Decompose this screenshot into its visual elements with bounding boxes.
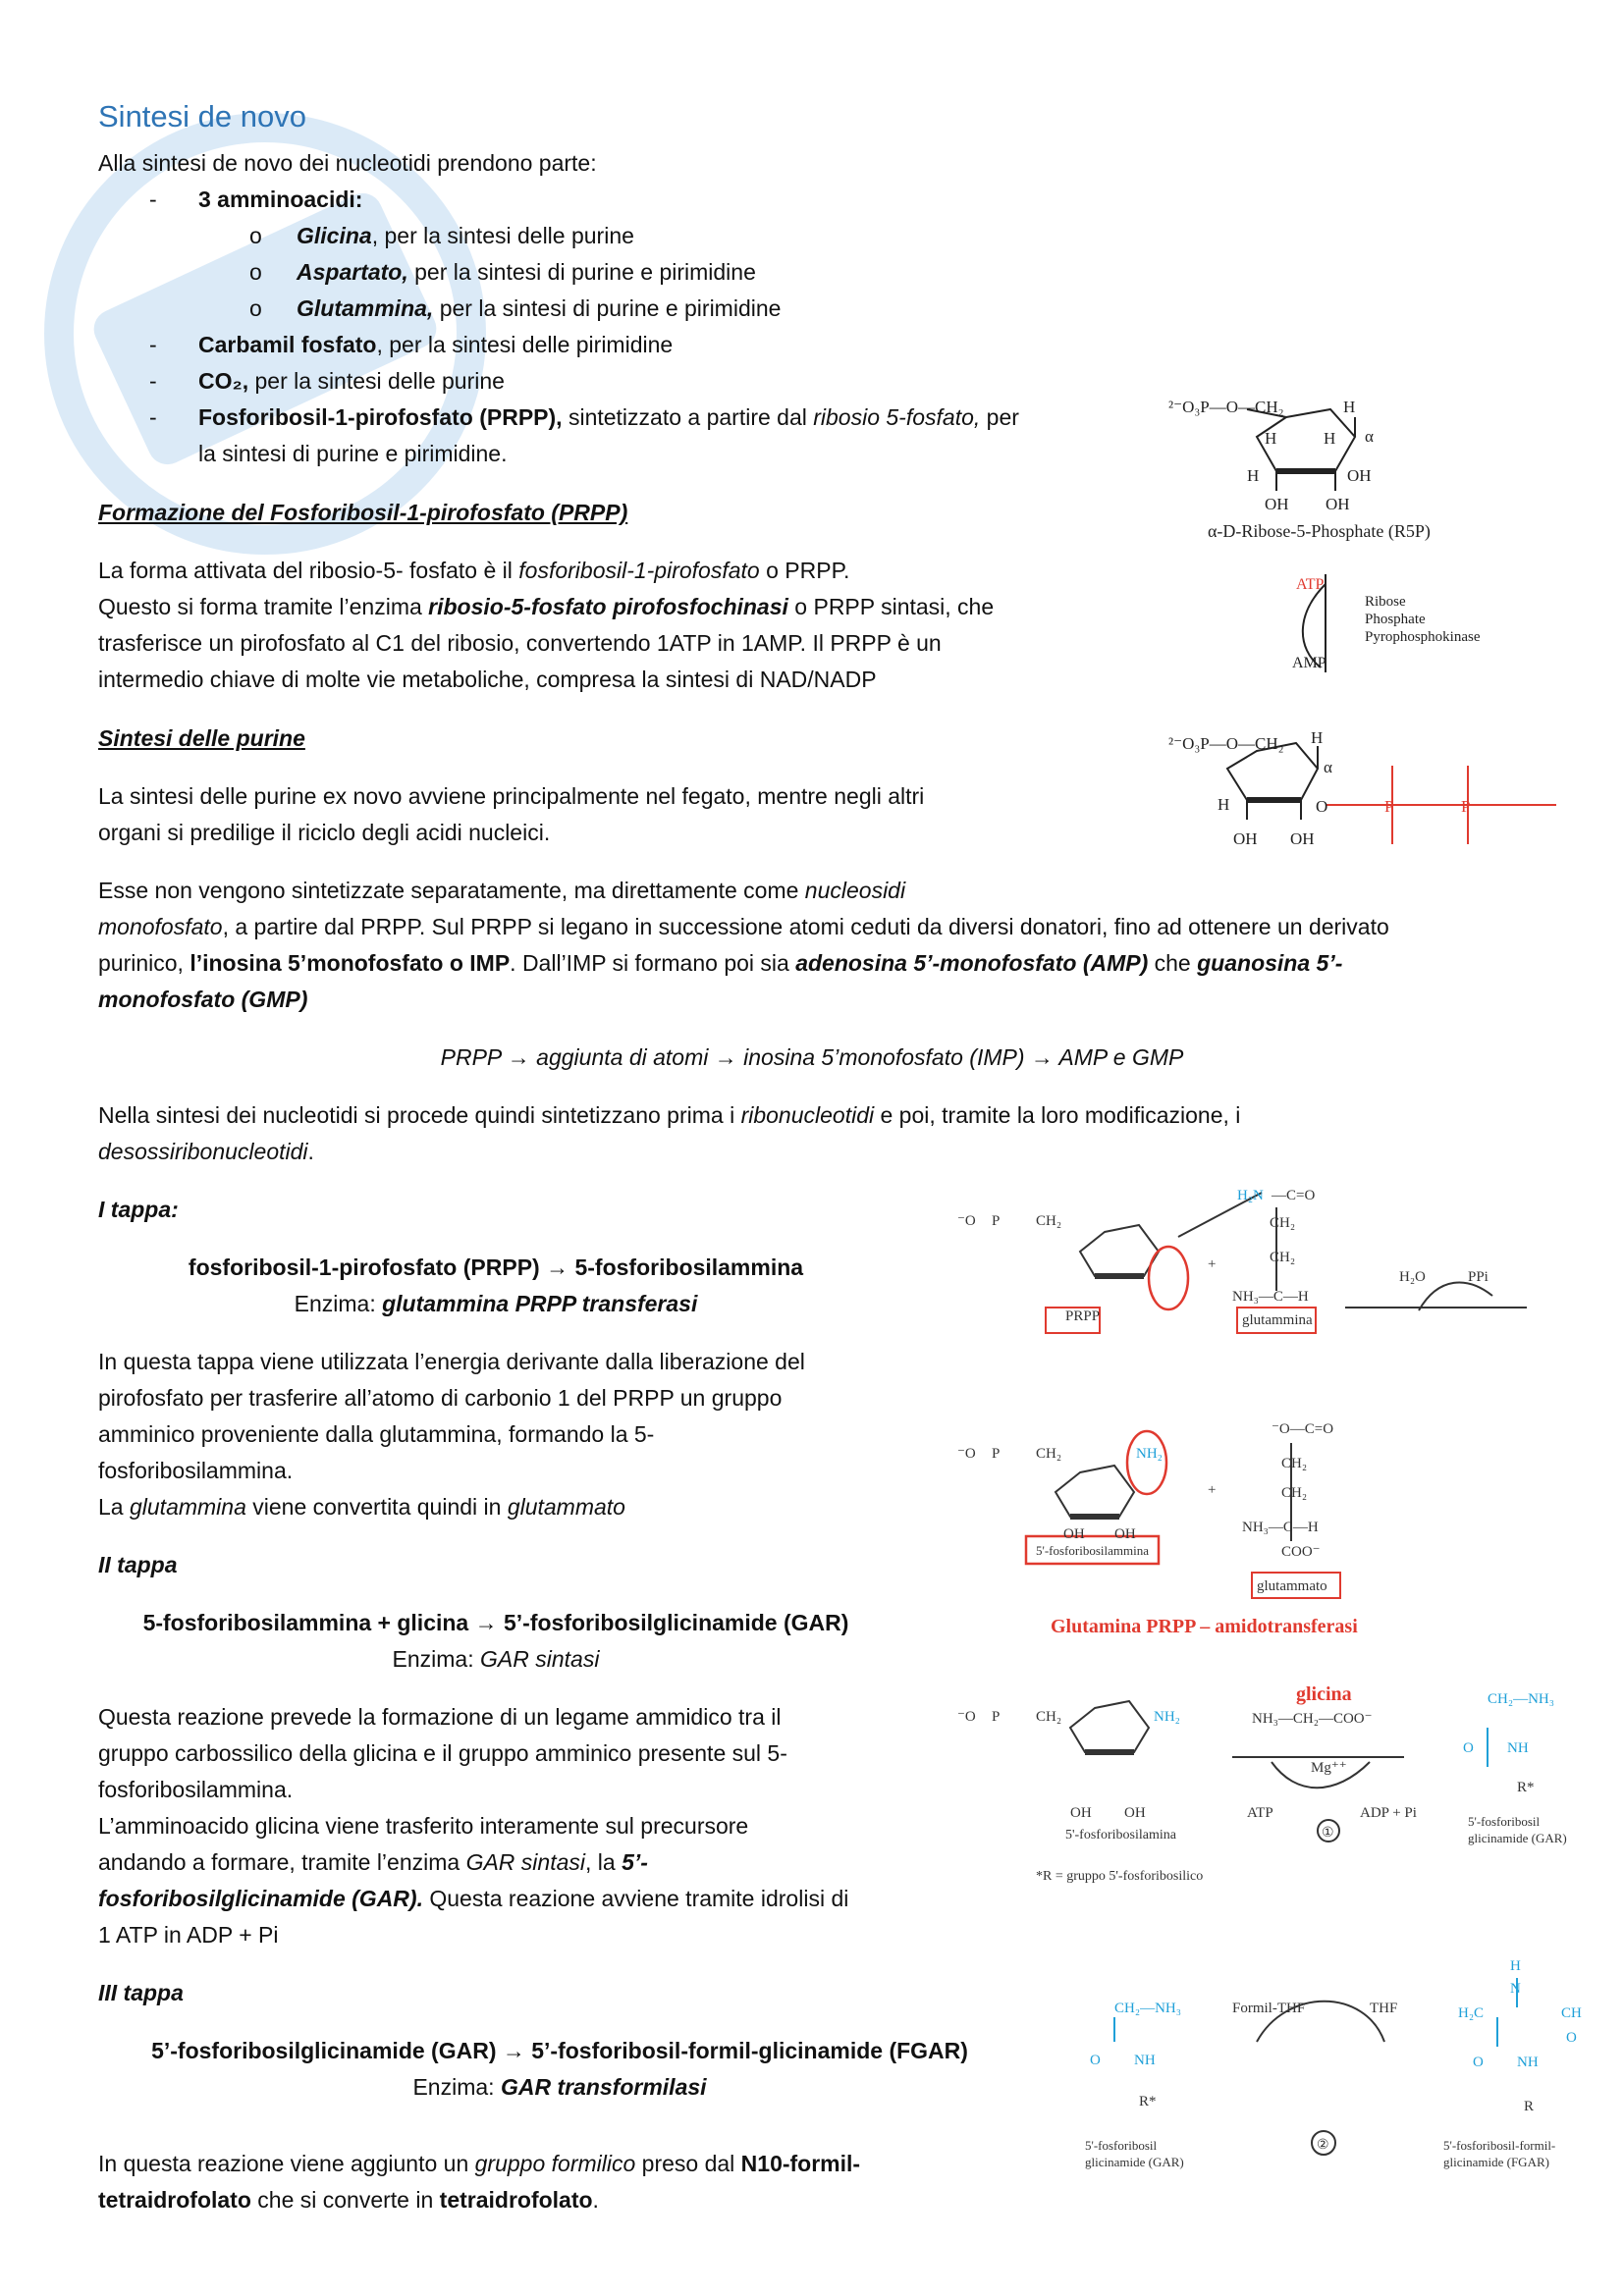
r-note: *R = gruppo 5'-fosforibosilico [1036, 1869, 1204, 1884]
oh-label: OH [1070, 1805, 1092, 1821]
r5p-phosphate-label: ²⁻O₃P—O—CH₂ [1168, 398, 1284, 416]
paragraph-line: monofosfato, a partire dal PRPP. Sul PRPP si legano in successione atomi ceduti da diversi donatori, fino ad ottenere un derivato [98, 914, 1389, 939]
glutammina-label: glutammina [1242, 1312, 1313, 1328]
gar-label: 5'-fosforibosil [1085, 2138, 1158, 2153]
paragraph-line: gruppo carbossilico della glicina e il gruppo amminico presente sul 5- [98, 1740, 787, 1766]
oh-label: OH [1233, 829, 1258, 848]
o-minus-label: ⁻O [957, 1213, 976, 1229]
p-label: P [1384, 797, 1394, 816]
oh-label: OH [1124, 1805, 1146, 1821]
nh-label: NH [1134, 2053, 1156, 2068]
fgar-label: glicinamide (FGAR) [1443, 2155, 1549, 2169]
list-item: Carbamil fosfato, per la sintesi delle pirimidine [198, 332, 674, 357]
oh-label: OH [1290, 829, 1315, 848]
oh-label: OH [1347, 466, 1372, 485]
ch2-label: CH₂ [1281, 1485, 1308, 1501]
enzyme-title: Glutamina PRPP – amidotransferasi [1051, 1616, 1358, 1637]
mg-label: Mg⁺⁺ [1311, 1760, 1347, 1776]
paragraph-line: pirofosfato per trasferire all’atomo di carbonio 1 del PRPP un gruppo [98, 1385, 783, 1411]
nh2-label: NH₂ [1136, 1446, 1163, 1462]
paragraph-line: In questa reazione viene aggiunto un gruppo formilico preso dal N10-formil- [98, 2151, 861, 2176]
list-dash: - [149, 368, 157, 394]
o-label: O [1473, 2055, 1484, 2070]
tappa2-enzyme: Enzima: GAR sintasi [392, 1646, 600, 1672]
ch2-label: CH₂ [1270, 1215, 1296, 1231]
paragraph-line: fosforibosilammina. [98, 1458, 294, 1483]
ch2-label: CH₂ [1281, 1456, 1308, 1471]
fgar-label: 5'-fosforibosil-formil- [1443, 2138, 1556, 2153]
occ-label: ⁻O—C=O [1272, 1421, 1334, 1437]
page-title: Sintesi de novo [98, 99, 306, 133]
o-label: O [1090, 2053, 1101, 2068]
oh-label: OH [1326, 495, 1350, 513]
paragraph-line: andando a formare, tramite l’enzima GAR sintasi, la 5’- [98, 1849, 648, 1875]
glicine-formula: NH₃—CH₂—COO⁻ [1252, 1711, 1373, 1727]
list-item: Fosforibosil-1-pirofosfato (PRPP), sintetizzato a partire dal ribosio 5-fosfato, per [198, 404, 1019, 430]
h2o-label: H₂O [1399, 1269, 1426, 1285]
tappa3-heading: III tappa [98, 1980, 184, 2005]
list-item-continuation: la sintesi di purine e pirimidine. [198, 441, 508, 466]
enzyme-label: Ribose [1365, 594, 1406, 610]
figure-r5p-to-prpp [1168, 388, 1591, 879]
list-dash: - [149, 332, 157, 357]
list-item: Glutammina, per la sintesi di purine e pirimidine [297, 295, 782, 321]
bullet: o [249, 223, 262, 248]
glutammato-label: glutammato [1257, 1578, 1327, 1594]
oh-label: OH [1063, 1526, 1085, 1542]
glicina-label: glicina [1296, 1683, 1352, 1705]
paragraph-line: Questo si forma tramite l’enzima ribosio-5-fosfato pirofosfochinasi o PRPP sintasi, che [98, 594, 995, 619]
paragraph-line: purinico, l’inosina 5’monofosfato o IMP. Dall’IMP si formano poi sia adenosina 5’-monofosfato (AMP) che guanosina 5’- [98, 950, 1343, 976]
ch2-label: CH₂ [1036, 1446, 1062, 1462]
tappa2-heading: II tappa [98, 1552, 178, 1577]
p-label: P [992, 1446, 1001, 1462]
tappa2-reaction: 5-fosforibosilammina + glicina → 5’-fosforibosilglicinamide (GAR) [142, 1610, 849, 1635]
coo-label: COO⁻ [1281, 1544, 1321, 1560]
ch2-label: CH₂ [1036, 1213, 1062, 1229]
list-item: Aspartato, per la sintesi di purine e pirimidine [297, 259, 756, 285]
h-label: H [1311, 728, 1324, 747]
gar-label: glicinamide (GAR) [1085, 2155, 1184, 2169]
nh-label: NH [1507, 1740, 1529, 1756]
gar-name-label: 5'-fosforibosilamina [1065, 1828, 1176, 1842]
gar-product-label: glicinamide (GAR) [1468, 1831, 1567, 1845]
o-minus-label: ⁻O [957, 1709, 976, 1725]
atp-label: ATP [1296, 576, 1325, 593]
enzyme-label: Pyrophosphokinase [1365, 629, 1481, 645]
amino-header: 3 amminoacidi: [198, 187, 363, 212]
h2c-label: H₂C [1458, 2005, 1485, 2021]
figure-tappa2 [957, 1615, 1605, 1909]
figure-tappa3 [1070, 1949, 1600, 2174]
ch-label: CH [1561, 2005, 1582, 2021]
bullet: o [249, 295, 262, 321]
adp-label: ADP + Pi [1360, 1805, 1417, 1821]
ch2-label: CH₂ [1036, 1709, 1062, 1725]
thf-label: THF [1370, 2001, 1398, 2016]
paragraph-line: amminico proveniente dalla glutammina, formando la 5- [98, 1421, 655, 1447]
prpp-label: PRPP [1065, 1308, 1101, 1324]
step2-label: ② [1317, 2138, 1329, 2153]
paragraph-line: Nella sintesi dei nucleotidi si procede quindi sintetizzano prima i ribonucleotidi e poi, tramite la loro modificazione, i [98, 1102, 1241, 1128]
list-dash: - [149, 404, 157, 430]
paragraph-line: fosforibosilammina. [98, 1777, 294, 1802]
paragraph-line: intermedio chiave di molte vie metaboliche, compresa la sintesi di NAD/NADP [98, 667, 877, 692]
paragraph-line: tetraidrofolato che si converte in tetraidrofolato. [98, 2187, 599, 2213]
p-label: P [992, 1213, 1001, 1229]
paragraph-line: 1 ATP in ADP + Pi [98, 1922, 279, 1948]
gar-product-label: 5'-fosforibosil [1468, 1814, 1541, 1829]
tappa1-enzyme: Enzima: glutammina PRPP transferasi [294, 1291, 698, 1316]
plus-label: + [1208, 1482, 1217, 1498]
r-label: R* [1517, 1780, 1535, 1795]
plus-label: + [1208, 1256, 1217, 1272]
step1-label: ① [1322, 1826, 1334, 1841]
r-label: R* [1139, 2094, 1157, 2109]
paragraph-line: desossiribonucleotidi. [98, 1139, 314, 1164]
ch2nh3-label: CH₂—NH₃ [1488, 1691, 1554, 1707]
paragraph-line: Esse non vengono sintetizzate separatamente, ma direttamente come nucleosidi [98, 878, 906, 903]
formil-thf-label: Formil-THF [1232, 2001, 1306, 2016]
h2n-label: H₂N [1237, 1188, 1264, 1203]
n-label: N [1510, 1981, 1521, 1997]
h-label: H [1218, 795, 1230, 814]
h-label: H [1324, 429, 1336, 448]
paragraph-line: La sintesi delle purine ex novo avviene principalmente nel fegato, mentre negli altri [98, 783, 925, 809]
paragraph-line: organi si predilige il riciclo degli acidi nucleici. [98, 820, 551, 845]
alpha-label: α [1324, 758, 1332, 776]
paragraph-line: trasferisce un pirofosfato al C1 del ribosio, convertendo 1ATP in 1AMP. Il PRPP è un [98, 630, 942, 656]
o-label: O [1316, 797, 1328, 816]
tappa3-reaction: 5’-fosforibosilglicinamide (GAR) → 5’-fosforibosil-formil-glicinamide (FGAR) [151, 2038, 968, 2063]
list-item: Glicina, per la sintesi delle purine [297, 223, 634, 248]
o-label: O [1463, 1740, 1474, 1756]
prpp-phosphate-label: ²⁻O₃P—O—CH₂ [1168, 734, 1284, 753]
section-heading-prpp: Formazione del Fosforibosil-1-pirofosfato (PRPP) [98, 500, 628, 525]
paragraph-line: monofosfato (GMP) [98, 987, 308, 1012]
paragraph-line: fosforibosilglicinamide (GAR). Questa reazione avviene tramite idrolisi di [98, 1886, 849, 1911]
paragraph-line: Questa reazione prevede la formazione di un legame ammidico tra il [98, 1704, 782, 1730]
nh3c-label: NH₃—C—H [1242, 1520, 1319, 1535]
paragraph-line: La forma attivata del ribosio-5- fosfato è il fosforibosil-1-pirofosfato o PRPP. [98, 558, 850, 583]
nh3c-label: NH₃—C—H [1232, 1289, 1309, 1305]
o-minus-label: ⁻O [957, 1446, 976, 1462]
atp-label: ATP [1247, 1805, 1273, 1821]
list-dash: - [149, 187, 157, 212]
h-label: H [1343, 398, 1356, 416]
ch2nh3-label: CH₂—NH₃ [1114, 2001, 1181, 2016]
h-label: H [1265, 429, 1277, 448]
r5p-caption: α-D-Ribose-5-Phosphate (R5P) [1208, 521, 1431, 541]
tappa1-reaction: fosforibosil-1-pirofosfato (PRPP) → 5-fosforibosilammina [188, 1255, 804, 1280]
fosforibosilammina-label: 5'-fosforibosilammina [1036, 1543, 1149, 1558]
flow-line: PRPP → aggiunta di atomi → inosina 5’monofosfato (IMP) → AMP e GMP [440, 1044, 1184, 1070]
h-label: H [1247, 466, 1260, 485]
bullet: o [249, 259, 262, 285]
o-label: O [1566, 2030, 1577, 2046]
figure-tappa1 [957, 1178, 1605, 1610]
intro-text: Alla sintesi de novo dei nucleotidi prendono parte: [98, 150, 597, 176]
section-heading-purine: Sintesi delle purine [98, 725, 305, 751]
ppi-label: PPi [1468, 1269, 1489, 1285]
paragraph-line: La glutammina viene convertita quindi in glutammato [98, 1494, 625, 1520]
amp-label: AMP [1292, 655, 1326, 671]
nh2-label: NH₂ [1154, 1709, 1180, 1725]
p-label: P [992, 1709, 1001, 1725]
alpha-label: α [1365, 427, 1374, 446]
nh-label: NH [1517, 2055, 1539, 2070]
enzyme-label: Phosphate [1365, 612, 1426, 627]
h-label: H [1510, 1958, 1521, 1974]
ch2-label: CH₂ [1270, 1250, 1296, 1265]
tappa3-enzyme: Enzima: GAR transformilasi [412, 2074, 707, 2100]
list-item: CO₂, per la sintesi delle purine [198, 368, 505, 394]
c-eq-o-label: —C=O [1272, 1188, 1316, 1203]
tappa1-heading: I tappa: [98, 1197, 179, 1222]
paragraph-line: L’amminoacido glicina viene trasferito interamente sul precursore [98, 1813, 749, 1839]
oh-label: OH [1114, 1526, 1136, 1542]
paragraph-line: In questa tappa viene utilizzata l’energia derivante dalla liberazione del [98, 1349, 805, 1374]
p-label: P [1461, 797, 1471, 816]
oh-label: OH [1265, 495, 1289, 513]
r-label: R [1524, 2099, 1535, 2114]
